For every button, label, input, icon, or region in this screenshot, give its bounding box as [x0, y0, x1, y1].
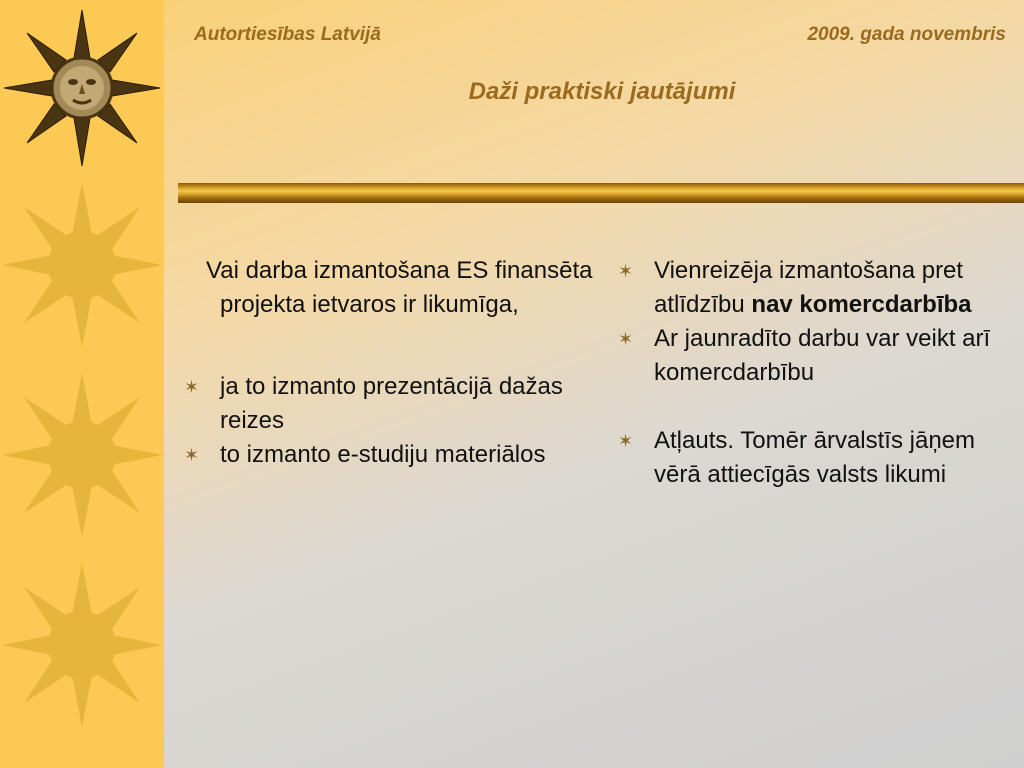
metallic-sun-icon — [2, 8, 162, 168]
star-bullet-icon: ✶ — [618, 261, 634, 281]
bullet-text: Vienreizēja izmantošana pret atlīdzību — [654, 257, 964, 318]
bullet-text: ja to izmanto prezentācijā dažas reizes — [220, 373, 563, 434]
spacer — [618, 390, 1018, 424]
slide-title: Daži praktiski jautājumi — [468, 78, 736, 105]
right-column — [618, 254, 1018, 492]
star-bullet-icon: ✶ — [184, 445, 200, 465]
star-bullet-icon: ✶ — [184, 377, 200, 397]
bullet-item — [618, 322, 1018, 390]
header-left-text: Autortiesības Latvijā — [194, 24, 381, 45]
bullet-item — [618, 424, 1018, 492]
bullet-item — [184, 438, 594, 472]
gold-divider — [178, 183, 1024, 203]
bullet-item — [184, 370, 594, 438]
sun-icon — [2, 370, 162, 540]
bullet-text: Ar jaunradīto darbu var veikt arī komercdarbību — [654, 325, 991, 386]
intro-paragraph: Vai darba izmantošana ES finansēta projekta ietvaros ir likumīga, — [206, 257, 593, 318]
left-column — [184, 254, 594, 472]
bullet-item — [618, 254, 1018, 322]
bullet-text: Atļauts. Tomēr ārvalstīs jāņem vērā attiecīgās valsts likumi — [654, 427, 976, 488]
sidebar-decoration — [0, 0, 164, 768]
star-bullet-icon: ✶ — [618, 431, 634, 451]
spacer — [184, 336, 594, 370]
sun-icon — [2, 560, 162, 730]
star-bullet-icon: ✶ — [618, 329, 634, 349]
header-date: 2009. gada novembris — [807, 24, 1006, 45]
bullet-text: to izmanto e-studiju materiālos — [220, 441, 546, 468]
sun-icon — [2, 180, 162, 350]
bullet-bold-text: nav komercdarbība — [751, 291, 972, 318]
